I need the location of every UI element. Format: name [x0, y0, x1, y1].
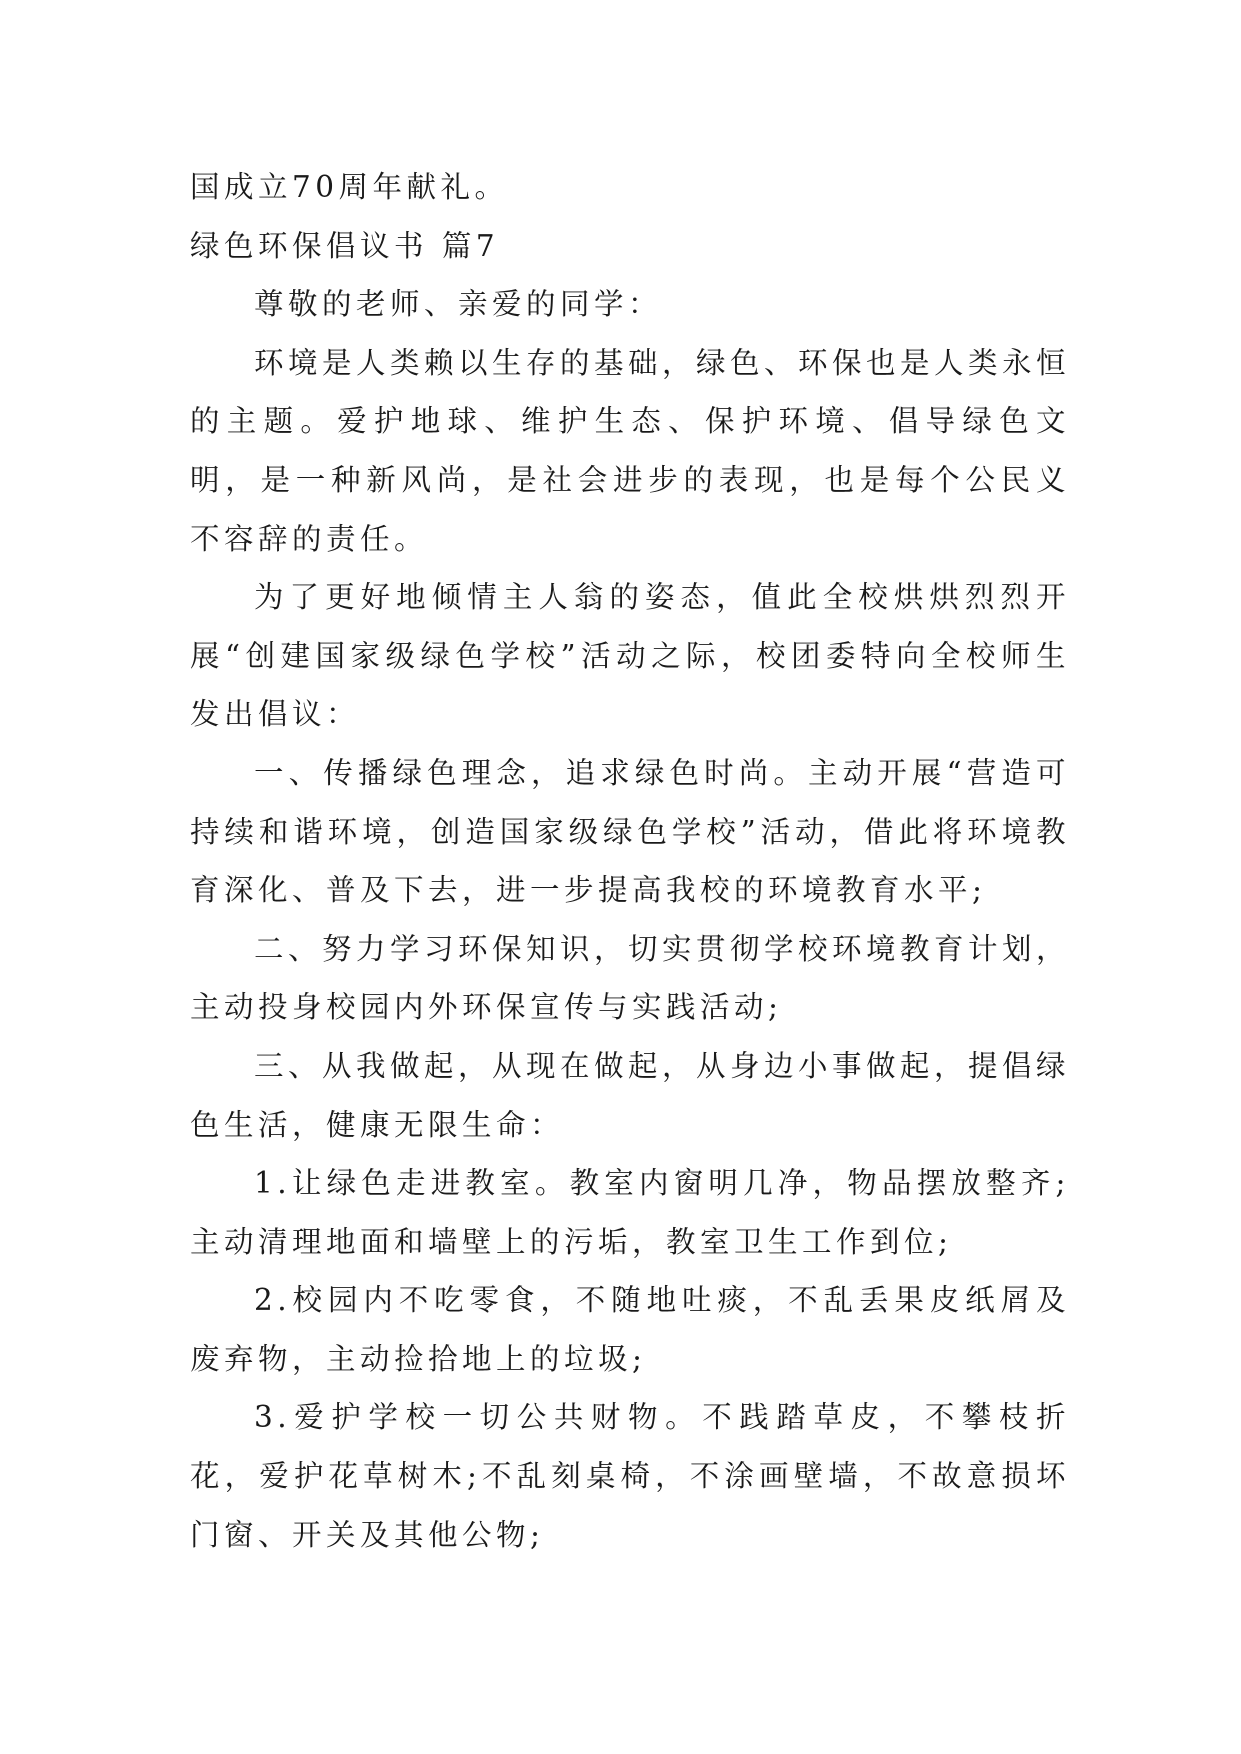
list-item-3: 三、从我做起，从现在做起，从身边小事做起，提倡绿色生活，健康无限生命：	[190, 1048, 1071, 1142]
paragraph-continuation: 国成立70周年献礼。	[190, 170, 509, 204]
paragraph-proposal: 为了更好地倾情主人翁的姿态，值此全校烘烘烈烈开展“创建国家级绿色学校”活动之际，校团委特向全校师生发出倡议：	[190, 580, 1070, 732]
paragraph-intro: 环境是人类赖以生存的基础，绿色、环保也是人类永恒的主题。爱护地球、维护生态、保护环境、倡导绿色文明，是一种新风尚，是社会进步的表现，也是每个公民义不容辞的责任。	[190, 345, 1071, 556]
sub-item-3: 3.爱护学校一切公共财物。不践踏草皮，不攀枝折花，爱护花草树木;不乱刻桌椅，不涂画壁墙，不故意损坏门窗、开关及其他公物;	[190, 1400, 1070, 1552]
list-item-1: 一、传播绿色理念，追求绿色时尚。主动开展“营造可持续和谐环境，创造国家级绿色学校”活动，借此将环境教育深化、普及下去，进一步提高我校的环境教育水平;	[190, 755, 1070, 908]
section-heading: 绿色环保倡议书 篇7	[190, 228, 500, 263]
salutation: 尊敬的老师、亲爱的同学：	[254, 287, 663, 322]
sub-item-2: 2.校园内不吃零食，不随地吐痰，不乱丢果皮纸屑及废弃物，主动捡拾地上的垃圾;	[190, 1283, 1070, 1376]
list-item-2: 二、努力学习环保知识，切实贯彻学校环境教育计划，主动投身校园内外环保宣传与实践活动;	[190, 931, 1071, 1025]
sub-item-1: 1.让绿色走进教室。教室内窗明几净，物品摆放整齐;主动清理地面和墙壁上的污垢，教室卫生工作到位;	[190, 1166, 1070, 1259]
document-body	[190, 158, 1070, 1564]
